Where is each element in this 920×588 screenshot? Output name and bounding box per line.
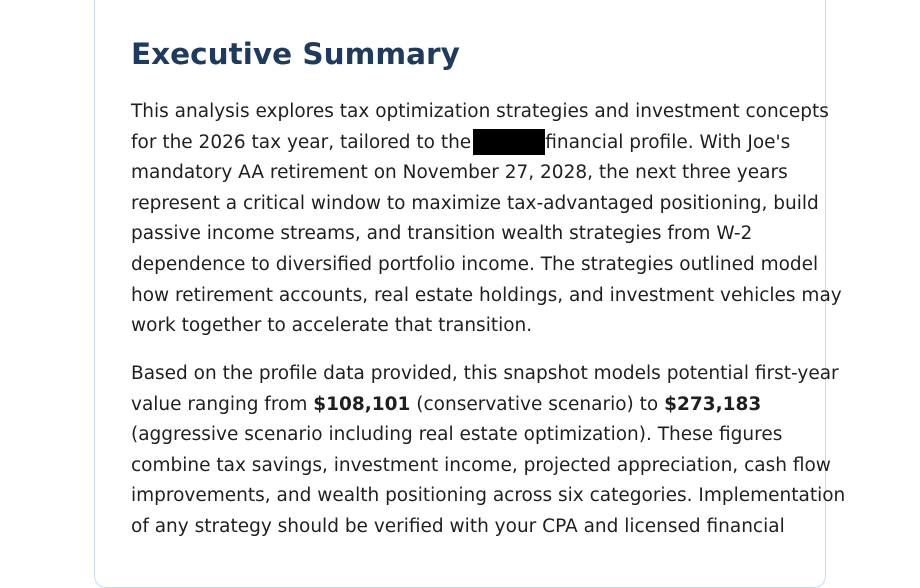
text-segment: value ranging from — [131, 393, 314, 415]
text-segment: financial profile. With Joe's — [545, 131, 791, 153]
text-line: work together to accelerate that transition. — [131, 315, 533, 337]
conservative-value: $108,101 — [313, 393, 411, 415]
text-line: dependence to diversified portfolio income. The strategies outlined model — [131, 253, 819, 275]
aggressive-value: $273,183 — [664, 393, 762, 415]
value-summary-paragraph — [131, 359, 846, 543]
text-line: mandatory AA retirement on November 27, 2028, the next three years — [131, 162, 788, 184]
text-line: how retirement accounts, real estate holdings, and investment vehicles may — [131, 284, 842, 306]
page-title: Executive Summary — [131, 37, 460, 71]
text-line: combine tax savings, investment income, projected appreciation, cash flow — [131, 454, 831, 476]
text-segment: for the 2026 tax year, tailored to the — [131, 131, 472, 153]
text-segment: (conservative scenario) to — [410, 393, 665, 415]
text-line: passive income streams, and transition wealth strategies from W-2 — [131, 223, 753, 245]
text-line: represent a critical window to maximize tax-advantaged positioning, build — [131, 192, 819, 214]
text-line: of any strategy should be verified with your CPA and licensed financial — [131, 515, 785, 537]
text-line: (aggressive scenario including real estate optimization). These figures — [131, 424, 783, 446]
redacted-name-block — [473, 129, 545, 155]
text-line — [131, 390, 791, 421]
text-line: This analysis explores tax optimization strategies and investment concepts — [131, 101, 829, 122]
intro-paragraph — [131, 97, 842, 342]
text-line: Based on the profile data provided, this snapshot models potential first-year — [131, 363, 839, 384]
text-line: improvements, and wealth positioning across six categories. Implementation — [131, 485, 846, 507]
text-line — [131, 128, 791, 159]
